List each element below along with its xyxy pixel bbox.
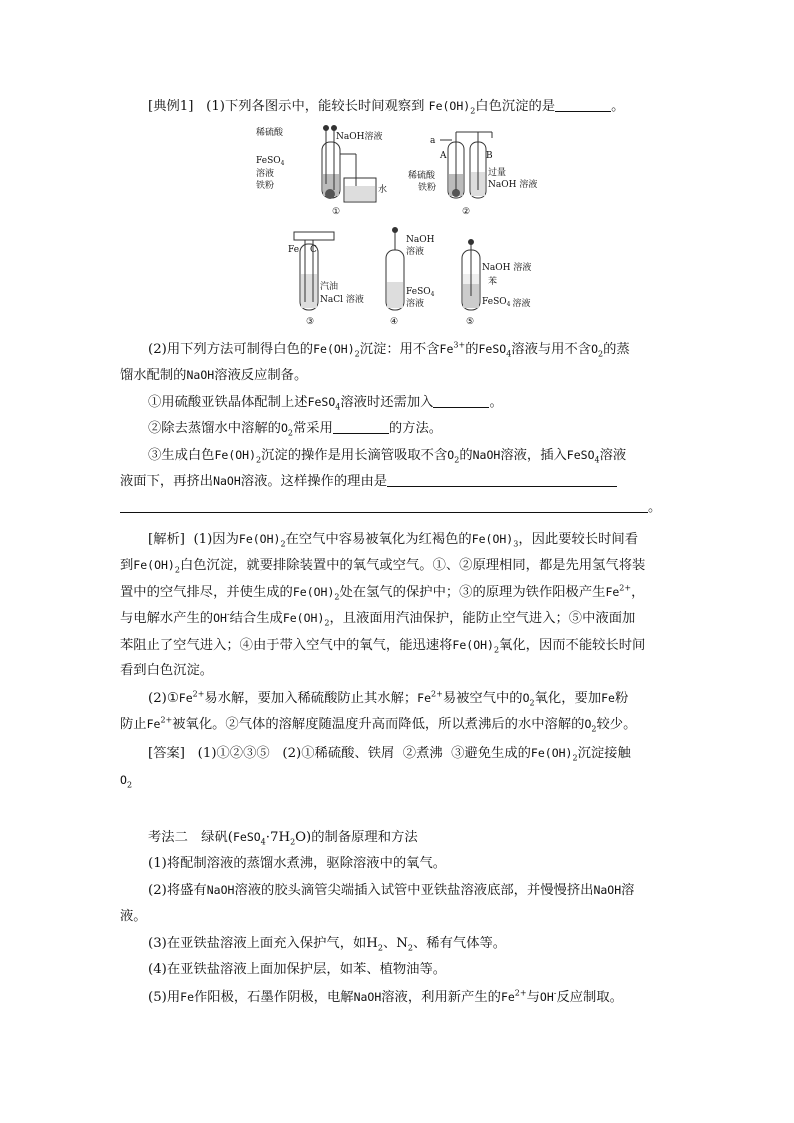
analysis-line-5: 苯阻止了空气进入；④由于带入空气中的氧气，能迅速将$Fe(OH)_2$氧化，因而不能较长时间 <box>120 638 646 655</box>
analysis-line-2: 到$Fe(OH)_2$白色沉淀，就要排除装置中的氧气或空气。①、②原理相同，都是先用氢气将装 <box>120 558 646 575</box>
method2-title: 考法二 绿矾$(FeSO_4\cdot 7H_2O)$的制备原理和方法 <box>148 830 418 847</box>
svg-text:Fe: Fe <box>288 245 300 255</box>
apparatus-4 <box>386 228 435 328</box>
svg-text:FeSO4: FeSO$_4$ <box>256 156 285 167</box>
analysis-line-4: 与电解水产生的OH-结合生成$Fe(OH)_2$，且液面用汽油保护，能防止空气进入；⑤中液面加 <box>120 609 636 628</box>
svg-text:①: ① <box>332 207 341 217</box>
svg-text:NaOH 溶液: NaOH 溶液 <box>488 180 538 190</box>
q2-sub-3-cont: 液面下，再挤出NaOH溶液。这样操作的理由是 <box>120 471 617 492</box>
q2-sub-3-blank: 。 <box>120 498 661 518</box>
analysis-line-1: [解析] (1)因为$Fe(OH)_2$在空气中容易被氧化为红褐色的$Fe(OH)_3$，因此要较长时间看 <box>148 532 638 549</box>
analysis-line-8: 防止$Fe^{2+}$被氧化。②气体的溶解度随温度升高而降低，所以煮沸后的水中溶解的$O_2$较少。 <box>120 715 637 734</box>
apparatus-1 <box>256 126 387 218</box>
apparatus-3 <box>288 232 364 327</box>
svg-text:苯: 苯 <box>488 277 498 287</box>
answer-blank[interactable] <box>333 419 389 434</box>
svg-text:③: ③ <box>306 317 315 327</box>
svg-text:铁粉: 铁粉 <box>418 183 437 193</box>
q2-sub-2: ②除去蒸馏水中溶解的$O_2$常采用 的方法。 <box>148 421 443 438</box>
apparatus-5 <box>462 240 531 328</box>
analysis-line-6: 看到白色沉淀。 <box>120 663 214 678</box>
svg-text:②: ② <box>462 207 471 217</box>
answer-blank[interactable] <box>120 498 648 513</box>
example-tag: [典例1] <box>148 99 194 114</box>
svg-text:⑤: ⑤ <box>466 317 475 327</box>
svg-text:NaOH 溶液: NaOH 溶液 <box>482 263 532 273</box>
svg-text:溶液: 溶液 <box>256 169 275 179</box>
svg-text:FeSO4: FeSO$_4$ <box>406 287 435 298</box>
answer-tag: [答案] <box>148 746 185 761</box>
svg-text:C: C <box>310 245 317 255</box>
svg-text:FeSO4溶液: FeSO$_4$ 溶液 <box>482 297 531 309</box>
svg-text:稀硫酸: 稀硫酸 <box>408 171 436 181</box>
svg-text:NaCl 溶液: NaCl 溶液 <box>320 295 364 305</box>
analysis-line-7: $(2)①Fe^{2+}$易水解，要加入稀硫酸防止其水解；$Fe^{2+}$易被空气中的$O_2$氧化，要加Fe粉 <box>148 689 629 708</box>
svg-text:NaOH: NaOH <box>406 235 435 245</box>
svg-text:溶液: 溶液 <box>406 299 425 309</box>
svg-text:A: A <box>440 151 447 161</box>
svg-text:④: ④ <box>390 317 399 327</box>
q2-sub-3: ③生成白色$Fe(OH)_2$沉淀的操作是用长滴管吸取不含$O_2$的NaOH溶液，插入FeSO$_4$溶液 <box>148 448 627 465</box>
method2-item-4: (4)在亚铁盐溶液上面加保护层，如苯、植物油等。 <box>148 962 447 977</box>
svg-text:a: a <box>430 136 436 146</box>
svg-text:汽油: 汽油 <box>320 282 339 292</box>
answer-line-2: $O_2$ <box>120 773 133 790</box>
apparatus-figure <box>256 124 580 329</box>
answer-blank[interactable] <box>555 97 611 112</box>
analysis-line-3: 置中的空气排尽，并使生成的$Fe(OH)_2$处在氢气的保护中；③的原理为铁作阳极产生$Fe^{2+}$， <box>120 583 645 602</box>
svg-text:溶液: 溶液 <box>406 247 425 257</box>
answer-blank[interactable] <box>387 472 617 487</box>
svg-text:稀硫酸: 稀硫酸 <box>256 128 284 138</box>
analysis-tag: [解析] <box>148 532 185 547</box>
q2-sub-1: ①用硫酸亚铁晶体配制上述FeSO$_4$溶液时还需加入 。 <box>148 395 503 412</box>
method2-item-3: (3)在亚铁盐溶液上面充入保护气，如$H_2$、$N_2$、稀有气体等。 <box>148 936 507 953</box>
q2-line-2: 馏水配制的NaOH溶液反应制备。 <box>120 368 308 383</box>
svg-text:铁粉: 铁粉 <box>256 181 275 191</box>
svg-text:NaOH溶液: NaOH溶液 <box>336 132 383 142</box>
method2-item-2-cont: 液。 <box>120 909 147 924</box>
method2-item-2: (2)将盛有NaOH溶液的胶头滴管尖端插入试管中亚铁盐溶液底部，并慢慢挤出NaOH溶 <box>148 883 635 898</box>
svg-text:水: 水 <box>378 185 388 195</box>
apparatus-2 <box>408 132 537 217</box>
method2-item-1: (1)将配制溶液的蒸馏水煮沸，驱除溶液中的氧气。 <box>148 856 447 871</box>
q2-line-1: (2)用下列方法可制得白色的$Fe(OH)_2$沉淀：用不含$Fe^{3+}$的FeSO$_4$溶液与用不含$O_2$的蒸 <box>148 340 630 359</box>
answer-line-1: [答案] (1)①②③⑤ (2)①稀硫酸、铁屑 ②煮沸 ③避免生成的$Fe(OH)_2$沉淀接触 <box>148 746 631 763</box>
example-question-1: [典例1] (1)下列各图示中，能较长时间观察到 $Fe(OH)_2$白色沉淀的是 。 <box>148 99 625 116</box>
svg-text:B: B <box>486 151 493 161</box>
answer-blank[interactable] <box>433 393 489 408</box>
svg-text:过量: 过量 <box>488 168 507 178</box>
method2-item-5: (5)用Fe作阳极，石墨作阴极，电解NaOH溶液，利用新产生的$Fe^{2+}$与OH-反应制取。 <box>148 988 623 1005</box>
